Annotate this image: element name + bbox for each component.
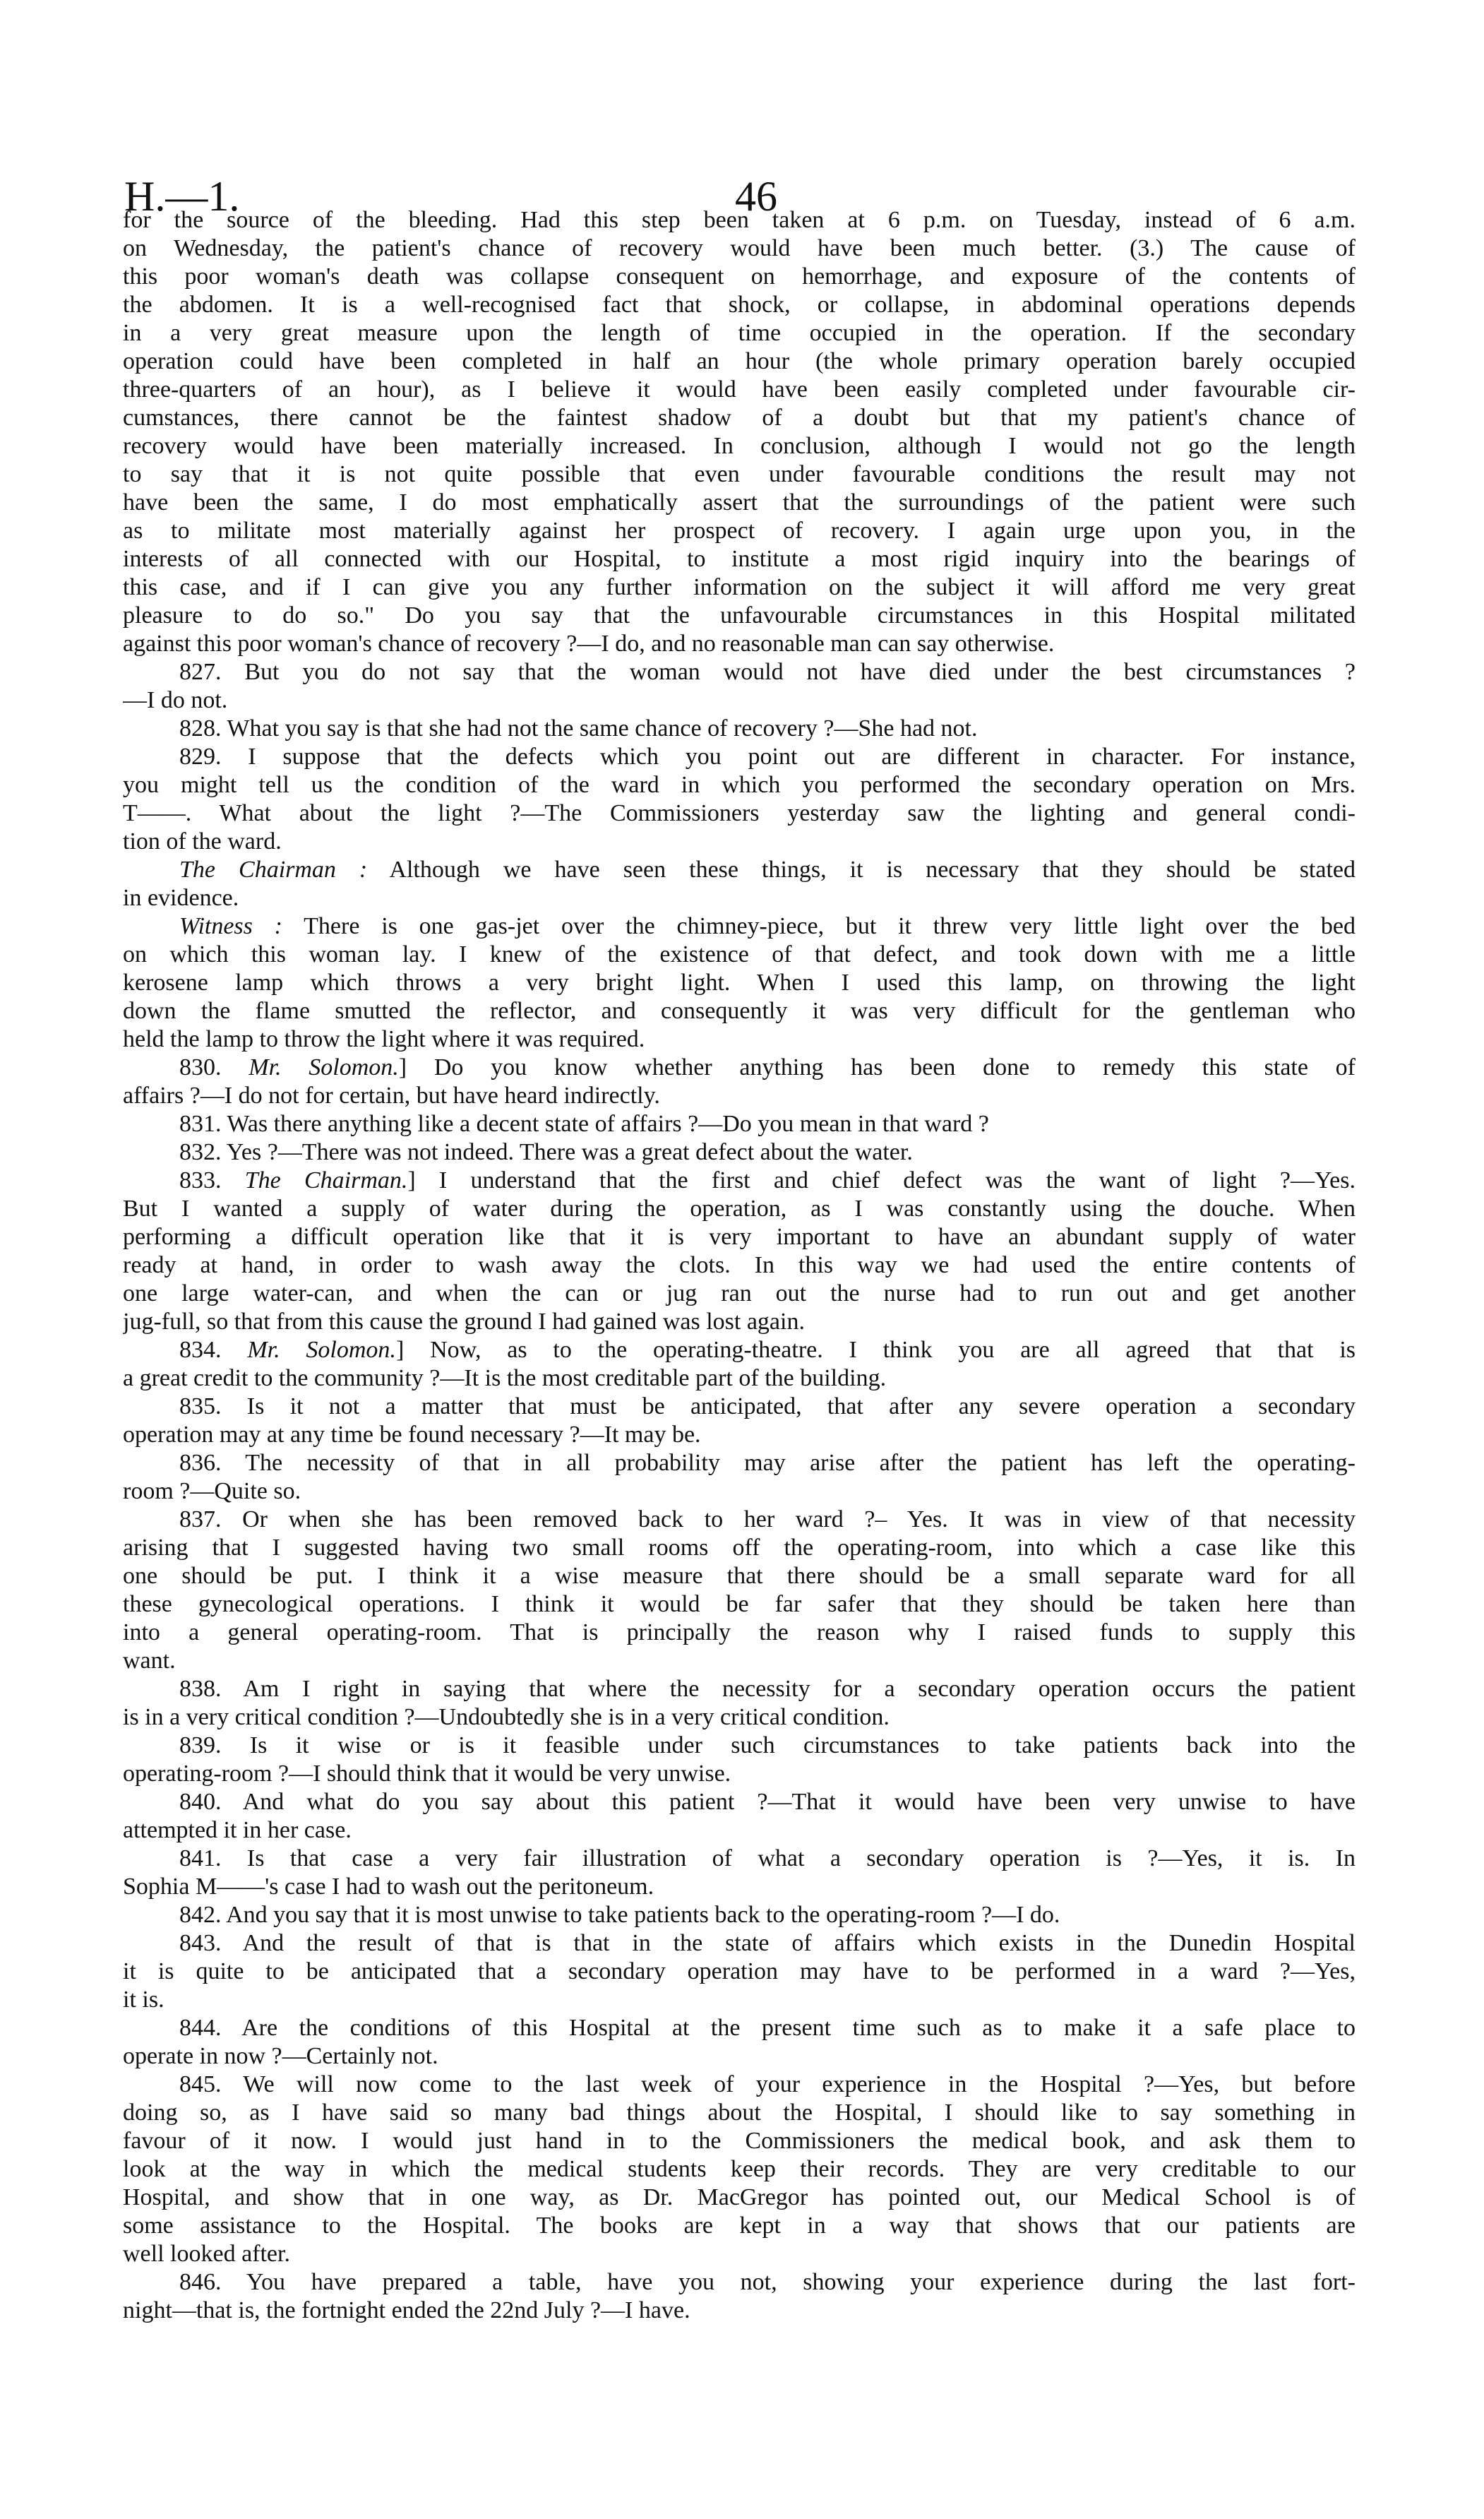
text-line (123, 1760, 1356, 1788)
text-line (123, 884, 1356, 912)
text-line (123, 1845, 1356, 1873)
text-run: some assistance to the Hospital. The books are kept in a way that shows that our patients are (123, 2213, 1356, 2239)
text-line (123, 1138, 1356, 1167)
speaker-name: Witness : (179, 913, 282, 939)
text-line (123, 2071, 1356, 2099)
text-run: Hospital, and show that in one way, as Dr. MacGregor has pointed out, our Medical School is of (123, 2184, 1356, 2210)
paragraph (123, 1732, 1356, 1788)
speaker-name: The Chairman : (179, 857, 368, 883)
paragraph (123, 715, 1356, 743)
text-run: 830. (179, 1054, 249, 1080)
text-run: —I do not. (123, 687, 228, 713)
text-run: against this poor woman's chance of recovery ?—I do, and no reasonable man can say otherwise. (123, 631, 1055, 657)
paragraph (123, 1336, 1356, 1393)
text-run: operation could have been completed in half an hour (the whole primary operation barely occupied (123, 348, 1356, 374)
text-run: There is one gas-jet over the chimney-piece, but it threw very little light over the bed (282, 913, 1356, 939)
text-line (123, 1816, 1356, 1845)
text-run: 835. Is it not a matter that must be anticipated, that after any severe operation a secondary (179, 1393, 1356, 1419)
text-line (123, 234, 1356, 263)
text-run: 844. Are the conditions of this Hospital at the present time such as to make it a safe place to (179, 2015, 1356, 2041)
paragraph (123, 1675, 1356, 1732)
text-line (123, 1477, 1356, 1506)
text-line (123, 291, 1356, 319)
text-run: a great credit to the community ?—It is the most creditable part of the building. (123, 1365, 887, 1391)
text-line (123, 1788, 1356, 1816)
text-line (123, 1110, 1356, 1138)
text-run: pleasure to do so." Do you say that the unfavourable circumstances in this Hospital militated (123, 602, 1356, 629)
text-line (123, 263, 1356, 291)
text-run: look at the way in which the medical students keep their records. They are very creditable to our (123, 2156, 1356, 2182)
text-run: 834. (179, 1337, 248, 1363)
text-run: for the source of the bleeding. Had this step been taken at 6 p.m. on Tuesday, instead of 6 a.m. (123, 207, 1356, 233)
text-line (123, 1393, 1356, 1421)
text-run: on which this woman lay. I knew of the existence of that defect, and took down with me a little (123, 941, 1356, 967)
text-run: interests of all connected with our Hospital, to institute a most rigid inquiry into the bearings of (123, 546, 1356, 572)
text-run: to say that it is not quite possible that even under favourable conditions the result may not (123, 461, 1356, 487)
text-line (123, 1590, 1356, 1619)
text-line (123, 799, 1356, 828)
text-line (123, 715, 1356, 743)
text-run: it is quite to be anticipated that a secondary operation may have to be performed in a ward ?—Yes, (123, 1958, 1356, 1984)
text-line (123, 517, 1356, 545)
text-run: 838. Am I right in saying that where the necessity for a secondary operation occurs the patient (179, 1676, 1356, 1702)
text-line (123, 376, 1356, 404)
text-run: 843. And the result of that is that in the state of affairs which exists in the Dunedin Hospital (179, 1930, 1356, 1956)
text-run: 841. Is that case a very fair illustration of what a secondary operation is ?—Yes, it is. In (179, 1845, 1356, 1871)
text-line (123, 1082, 1356, 1110)
text-line (123, 1647, 1356, 1675)
text-line (123, 1251, 1356, 1280)
text-run: Although we have seen these things, it is necessary that they should be stated (367, 857, 1356, 883)
text-run: 832. Yes ?—There was not indeed. There was a great defect about the water. (179, 1139, 913, 1165)
text-run: doing so, as I have said so many bad things about the Hospital, I should like to say something in (123, 2100, 1356, 2126)
text-run: T——. What about the light ?—The Commissioners yesterday saw the lighting and general condi- (123, 800, 1356, 826)
text-run: 829. I suppose that the defects which you point out are different in character. For instance, (179, 744, 1356, 770)
paragraph (123, 1110, 1356, 1138)
text-run: cumstances, there cannot be the faintest shadow of a doubt but that my patient's chance of (123, 405, 1356, 431)
text-line (123, 2297, 1356, 2325)
text-run: ] Do you know whether anything has been done to remedy this state of (398, 1054, 1356, 1080)
paragraph (123, 2268, 1356, 2325)
paragraph (123, 1788, 1356, 1845)
text-run: these gynecological operations. I think it would be far safer that they should be taken here than (123, 1591, 1356, 1617)
text-run: down the flame smutted the reflector, and consequently it was very difficult for the gentleman who (123, 998, 1356, 1024)
text-line (123, 347, 1356, 376)
text-run: this poor woman's death was collapse consequent on hemorrhage, and exposure of the contents of (123, 263, 1356, 290)
text-run: 837. Or when she has been removed back to her ward ?– Yes. It was in view of that necessity (179, 1506, 1356, 1532)
text-run: Sophia M——'s case I had to wash out the peritoneum. (123, 1874, 654, 1900)
text-line (123, 1901, 1356, 1929)
paragraph (123, 856, 1356, 912)
text-line (123, 460, 1356, 489)
evidence-body-text (123, 206, 1356, 2325)
text-line (123, 1054, 1356, 1082)
text-run: 840. And what do you say about this patient ?—That it would have been very unwise to have (179, 1789, 1356, 1815)
text-run: ] I understand that the first and chief defect was the want of light ?—Yes. (407, 1167, 1356, 1193)
text-line (123, 1336, 1356, 1364)
text-run: performing a difficult operation like that it is very important to have an abundant supply of water (123, 1224, 1356, 1250)
text-line (123, 2268, 1356, 2297)
paragraph (123, 2014, 1356, 2071)
text-line (123, 997, 1356, 1025)
paragraph (123, 1449, 1356, 1506)
text-run: But I wanted a supply of water during the operation, as I was constantly using the douche. When (123, 1196, 1356, 1222)
text-run: 831. Was there anything like a decent state of affairs ?—Do you mean in that ward ? (179, 1111, 989, 1137)
paragraph (123, 1167, 1356, 1336)
text-line (123, 2155, 1356, 2184)
text-line (123, 545, 1356, 573)
text-run: this case, and if I can give you any further information on the subject it will afford me very great (123, 574, 1356, 600)
text-run: night—that is, the fortnight ended the 22nd July ?—I have. (123, 2297, 690, 2323)
text-run: is in a very critical condition ?—Undoubtedly she is in a very critical condition. (123, 1704, 890, 1730)
text-line (123, 602, 1356, 630)
text-run: 839. Is it wise or is it feasible under such circumstances to take patients back into the (179, 1732, 1356, 1758)
text-run: three-quarters of an hour), as I believe it would have been easily completed under favourable cir- (123, 376, 1356, 403)
text-run: operation may at any time be found necessary ?—It may be. (123, 1422, 701, 1448)
text-line (123, 2212, 1356, 2240)
paragraph (123, 1901, 1356, 1929)
text-run: affairs ?—I do not for certain, but have heard indirectly. (123, 1083, 660, 1109)
text-run: ] Now, as to the operating-theatre. I think you are all agreed that that is (395, 1337, 1356, 1363)
text-run: 833. (179, 1167, 245, 1193)
speaker-name: Mr. Solomon. (247, 1337, 396, 1363)
text-line (123, 1223, 1356, 1251)
text-line (123, 941, 1356, 969)
text-run: jug-full, so that from this cause the ground I had gained was lost again. (123, 1309, 805, 1335)
text-line (123, 969, 1356, 997)
text-run: attempted it in her case. (123, 1817, 352, 1843)
text-line (123, 2240, 1356, 2268)
text-run: in evidence. (123, 885, 239, 911)
text-line (123, 489, 1356, 517)
text-line (123, 1308, 1356, 1336)
text-run: 842. And you say that it is most unwise to take patients back to the operating-room ?—I do. (179, 1902, 1060, 1928)
text-run: operate in now ?—Certainly not. (123, 2043, 438, 2069)
page-number: 46 (735, 173, 777, 220)
text-line (123, 1364, 1356, 1393)
text-line (123, 1873, 1356, 1901)
text-line (123, 658, 1356, 686)
text-line (123, 1506, 1356, 1534)
text-run: the abdomen. It is a well-recognised fact that shock, or collapse, in abdominal operations depends (123, 292, 1356, 318)
text-line (123, 743, 1356, 771)
text-line (123, 1929, 1356, 1958)
text-run: one large water-can, and when the can or jug ran out the nurse had to run out and get another (123, 1280, 1356, 1306)
text-line (123, 1167, 1356, 1195)
paragraph (123, 743, 1356, 856)
text-line (123, 2099, 1356, 2127)
text-line (123, 1619, 1356, 1647)
text-run: favour of it now. I would just hand in to the Commissioners the medical book, and ask them to (123, 2128, 1356, 2154)
text-run: have been the same, I do most emphatically assert that the surroundings of the patient were such (123, 489, 1356, 516)
text-run: operating-room ?—I should think that it would be very unwise. (123, 1761, 731, 1787)
text-run: on Wednesday, the patient's chance of recovery would have been much better. (3.) The cause of (123, 235, 1356, 261)
text-line (123, 432, 1356, 460)
text-run: tion of the ward. (123, 828, 282, 854)
paragraph (123, 912, 1356, 1054)
text-line (123, 1449, 1356, 1477)
text-line (123, 686, 1356, 715)
paragraph (123, 1929, 1356, 2014)
text-line (123, 206, 1356, 234)
text-run: one should be put. I think it a wise measure that there should be a small separate ward for all (123, 1563, 1356, 1589)
text-run: room ?—Quite so. (123, 1478, 301, 1504)
text-run: it is. (123, 1987, 164, 2013)
text-run: 836. The necessity of that in all probability may arise after the patient has left the operating- (179, 1450, 1356, 1476)
text-run: as to militate most materially against her prospect of recovery. I again urge upon you, in the (123, 518, 1356, 544)
text-run: 846. You have prepared a table, have you not, showing your experience during the last fort- (179, 2269, 1356, 2295)
paragraph (123, 1393, 1356, 1449)
text-line (123, 2184, 1356, 2212)
text-run: 845. We will now come to the last week of your experience in the Hospital ?—Yes, but before (179, 2071, 1356, 2097)
text-line (123, 404, 1356, 432)
text-line (123, 771, 1356, 799)
text-line (123, 1986, 1356, 2014)
paragraph (123, 1845, 1356, 1901)
text-run: in a very great measure upon the length of time occupied in the operation. If the secondary (123, 320, 1356, 346)
text-line (123, 573, 1356, 602)
text-line (123, 1703, 1356, 1732)
text-line (123, 828, 1356, 856)
text-line (123, 1958, 1356, 1986)
speaker-name: Mr. Solomon. (249, 1054, 399, 1080)
text-line (123, 1280, 1356, 1308)
paragraph (123, 658, 1356, 715)
text-line (123, 2127, 1356, 2155)
text-run: recovery would have been materially increased. In conclusion, although I would not go the length (123, 433, 1356, 459)
speaker-name: The Chairman. (244, 1167, 408, 1193)
text-line (123, 1562, 1356, 1590)
text-run: want. (123, 1648, 176, 1674)
text-line (123, 1195, 1356, 1223)
text-line (123, 912, 1356, 941)
paragraph (123, 2071, 1356, 2268)
text-line (123, 1421, 1356, 1449)
text-line (123, 1025, 1356, 1054)
text-run: arising that I suggested having two small rooms off the operating-room, into which a case like this (123, 1535, 1356, 1561)
text-line (123, 1732, 1356, 1760)
paragraph (123, 1138, 1356, 1167)
paragraph (123, 1506, 1356, 1675)
text-line (123, 856, 1356, 884)
text-line (123, 1675, 1356, 1703)
paragraph (123, 1054, 1356, 1110)
text-run: 827. But you do not say that the woman would not have died under the best circumstances ? (179, 659, 1356, 685)
text-run: well looked after. (123, 2241, 290, 2267)
text-run: ready at hand, in order to wash away the clots. In this way we had used the entire contents of (123, 1252, 1356, 1278)
text-run: held the lamp to throw the light where it was required. (123, 1026, 645, 1052)
text-run: into a general operating-room. That is principally the reason why I raised funds to supply this (123, 1619, 1356, 1645)
text-run: kerosene lamp which throws a very bright light. When I used this lamp, on throwing the light (123, 970, 1356, 996)
text-line (123, 2042, 1356, 2071)
text-line (123, 319, 1356, 347)
text-line (123, 2014, 1356, 2042)
paragraph (123, 206, 1356, 658)
text-line (123, 1534, 1356, 1562)
document-reference: H.—1. (124, 173, 240, 220)
text-line (123, 630, 1356, 658)
text-run: you might tell us the condition of the ward in which you performed the secondary operation on Mrs. (123, 772, 1356, 798)
text-run: 828. What you say is that she had not the same chance of recovery ?—She had not. (179, 715, 978, 742)
